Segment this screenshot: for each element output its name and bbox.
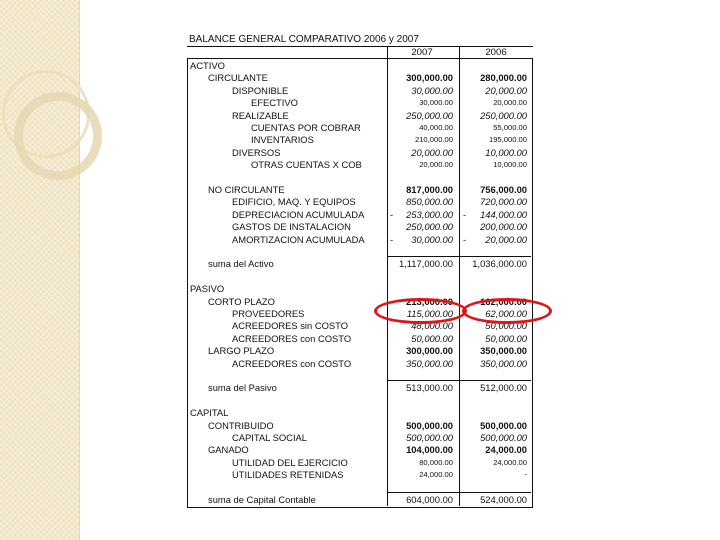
value-2007: 40,000.00 xyxy=(419,123,453,132)
table-row xyxy=(187,172,533,184)
highlight-circle-2007 xyxy=(374,295,467,324)
value-2007: 30,000.00 xyxy=(411,233,453,245)
table-row xyxy=(187,444,533,456)
value-2006: 20,000.00 xyxy=(485,84,527,96)
row-label: ACREEDORES sin COSTO xyxy=(232,320,348,332)
value-2007: 24,000.00 xyxy=(419,470,453,480)
value-2006: 500,000.00 xyxy=(480,419,527,431)
table-row xyxy=(187,159,533,171)
row-label: ACREEDORES con COSTO xyxy=(232,357,352,369)
value-2006: 10,000.00 xyxy=(493,160,527,170)
value-2006: 512,000.00 xyxy=(480,382,527,394)
table-row xyxy=(187,283,533,295)
value-2007: 50,000.00 xyxy=(411,332,453,344)
value-2007: 604,000.00 xyxy=(406,494,453,505)
row-label: CUENTAS POR COBRAR xyxy=(251,122,361,133)
table-row xyxy=(187,358,533,370)
table-row xyxy=(187,184,533,196)
value-2007: 300,000.00 xyxy=(406,345,453,357)
total-rule xyxy=(459,256,531,257)
value-2006: 195,000.00 xyxy=(488,135,527,145)
value-2006: 280,000.00 xyxy=(480,72,527,84)
value-2007: 210,000.00 xyxy=(414,135,453,145)
column-header-2007: 2007 xyxy=(411,47,433,58)
value-2006: 350,000.00 xyxy=(480,345,527,357)
row-label: UTILIDADES RETENIDAS xyxy=(232,469,344,481)
value-2006: 20,000.00 xyxy=(485,233,527,245)
value-2007: 104,000.00 xyxy=(406,444,453,456)
value-2007: 300,000.00 xyxy=(406,72,453,84)
value-2006: 1,036,000.00 xyxy=(472,258,527,270)
table-row xyxy=(187,85,533,97)
value-2007: 350,000.00 xyxy=(406,357,453,369)
value-2006: 50,000.00 xyxy=(485,332,527,344)
value-2006: 250,000.00 xyxy=(480,109,527,121)
value-2006: 350,000.00 xyxy=(480,357,527,369)
column-header-2006: 2006 xyxy=(485,47,507,58)
row-label: CAPITAL SOCIAL xyxy=(232,432,308,443)
value-2006: 55,000.00 xyxy=(493,123,527,132)
table-row xyxy=(187,345,533,357)
sheet-title: BALANCE GENERAL COMPARATIVO 2006 y 2007 xyxy=(189,34,419,45)
row-label: DIVERSOS xyxy=(232,146,281,158)
table-row xyxy=(187,196,533,208)
value-2007: 115,000.00 xyxy=(406,308,453,319)
row-label: suma del Pasivo xyxy=(208,382,277,394)
value-2006: - xyxy=(524,470,527,480)
value-2007: 500,000.00 xyxy=(406,419,453,431)
balance-sheet xyxy=(187,34,533,506)
value-2006: 524,000.00 xyxy=(480,494,527,505)
table-row xyxy=(187,494,533,506)
row-label: LARGO PLAZO xyxy=(208,345,275,357)
decorative-side-strip xyxy=(0,0,80,540)
row-label: GASTOS DE INSTALACION xyxy=(232,221,351,233)
value-2007: 213,000.00 xyxy=(406,295,453,307)
row-label: CAPITAL xyxy=(190,407,229,419)
total-rule xyxy=(459,492,531,493)
table-row xyxy=(187,469,533,481)
row-label: GANADO xyxy=(208,444,249,456)
table-row xyxy=(187,407,533,419)
table-row xyxy=(187,320,533,332)
row-label: ACREEDORES con COSTO xyxy=(232,332,352,344)
row-label: ACTIVO xyxy=(190,60,225,71)
table-row xyxy=(187,234,533,246)
value-2007: 20,000.00 xyxy=(411,146,453,158)
highlight-circle-2006 xyxy=(462,295,552,324)
value-2007: 253,000.00 xyxy=(406,208,453,220)
table-row xyxy=(187,60,533,72)
row-label: CIRCULANTE xyxy=(208,72,268,84)
negative-sign: - xyxy=(390,208,394,220)
value-2006: 10,000.00 xyxy=(485,146,527,158)
row-label: INVENTARIOS xyxy=(251,134,314,146)
value-2007: 250,000.00 xyxy=(406,221,453,233)
table-row xyxy=(187,209,533,221)
value-2007: 30,000.00 xyxy=(411,84,453,96)
table-row xyxy=(187,457,533,469)
value-2007: 250,000.00 xyxy=(406,109,453,121)
total-rule xyxy=(387,256,459,257)
row-label: DEPRECIACION ACUMULADA xyxy=(232,208,365,220)
value-2006: 720,000.00 xyxy=(480,196,527,208)
row-label: CONTRIBUIDO xyxy=(208,419,274,431)
row-label: DISPONIBLE xyxy=(232,84,289,96)
value-2007: 1,117,000.00 xyxy=(398,258,453,270)
value-2006: 24,000.00 xyxy=(493,457,527,467)
value-2007: 850,000.00 xyxy=(406,196,453,208)
total-rule xyxy=(387,380,459,381)
table-row xyxy=(187,221,533,233)
table-row xyxy=(187,420,533,432)
value-2006: 62,000.00 xyxy=(485,308,527,319)
table-row xyxy=(187,147,533,159)
table-row xyxy=(187,382,533,394)
row-label: suma de Capital Contable xyxy=(208,494,316,505)
row-label: AMORTIZACION ACUMULADA xyxy=(232,233,365,245)
row-label: EFECTIVO xyxy=(251,97,298,109)
table-row xyxy=(187,432,533,444)
row-label: suma del Activo xyxy=(208,258,274,270)
value-2007: 20,000.00 xyxy=(419,160,453,170)
row-label: UTILIDAD DEL EJERCICIO xyxy=(232,456,348,468)
table-row xyxy=(187,110,533,122)
value-2006: 756,000.00 xyxy=(480,184,527,195)
value-2006: 200,000.00 xyxy=(480,221,527,233)
row-label: EDIFICIO, MAQ. Y EQUIPOS xyxy=(232,196,356,208)
table-row xyxy=(187,271,533,283)
table-row xyxy=(187,122,533,134)
decorative-ring xyxy=(14,92,102,180)
table-row xyxy=(187,97,533,109)
value-2007: 817,000.00 xyxy=(406,184,453,195)
table-row xyxy=(187,134,533,146)
row-label: NO CIRCULANTE xyxy=(208,184,285,195)
total-rule xyxy=(387,492,459,493)
row-label: PROVEEDORES xyxy=(232,308,305,319)
value-2007: 513,000.00 xyxy=(406,382,453,394)
value-2006: 500,000.00 xyxy=(480,432,527,443)
value-2006: 20,000.00 xyxy=(493,98,527,108)
value-2007: 500,000.00 xyxy=(406,432,453,443)
row-label: REALIZABLE xyxy=(232,109,289,121)
value-2007: 80,000.00 xyxy=(419,457,453,467)
value-2006: 24,000.00 xyxy=(485,444,527,456)
negative-sign: - xyxy=(463,233,467,245)
row-label: PASIVO xyxy=(190,283,225,295)
row-label: CORTO PLAZO xyxy=(208,295,275,307)
row-label: OTRAS CUENTAS X COB xyxy=(251,159,362,171)
table-row xyxy=(187,72,533,84)
table-row xyxy=(187,258,533,270)
value-2007: 30,000.00 xyxy=(419,98,453,108)
table-row xyxy=(187,333,533,345)
total-rule xyxy=(459,380,531,381)
value-2006: 50,000.00 xyxy=(485,320,527,332)
value-2006: 144,000.00 xyxy=(480,208,527,220)
negative-sign: - xyxy=(463,208,467,220)
negative-sign: - xyxy=(390,233,394,245)
table-row xyxy=(187,395,533,407)
value-2007: 48,000.00 xyxy=(411,320,453,332)
value-2006: 162,000.00 xyxy=(480,295,527,307)
